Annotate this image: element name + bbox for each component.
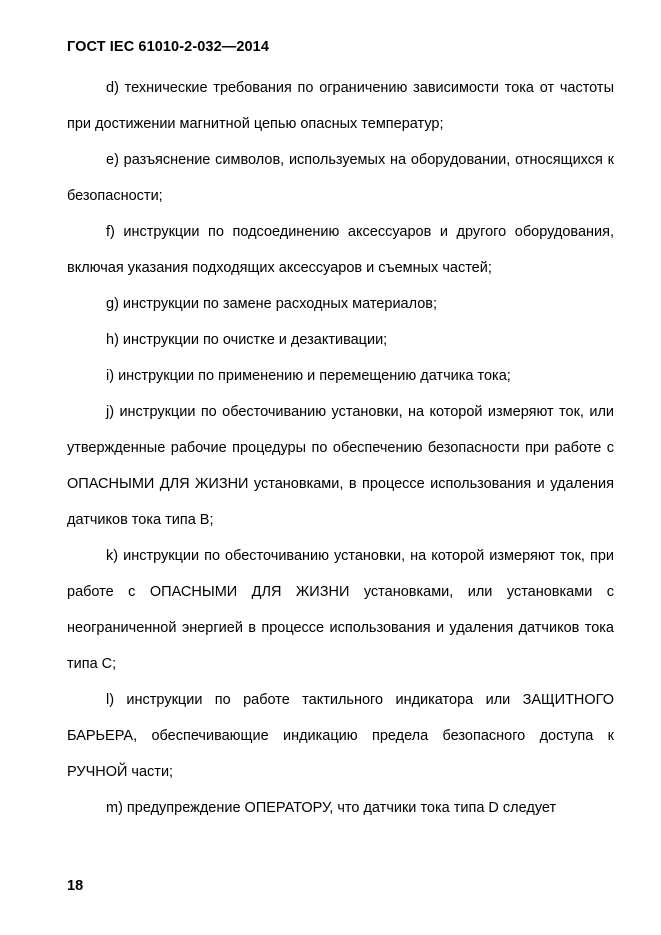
list-item-j: j) инструкции по обесточиванию установки, на которой измеряют ток, или утвержденные рабочие процедуры по обеспечению безопасности при работе с ОПАСНЫМИ ДЛЯ ЖИЗНИ установками, в процессе использования и удаления датчиков тока типа В; [67,404,614,528]
document-header: ГОСТ IEC 61010-2-032—2014 [67,39,269,55]
list-item-g: g) инструкции по замене расходных материалов; [106,296,438,312]
document-body [67,70,614,826]
page-number: 18 [67,878,84,894]
list-item-e: e) разъяснение символов, используемых на оборудовании, относящихся к безопасности; [67,152,614,204]
list-item-k: k) инструкции по обесточиванию установки, на которой измеряют ток, при работе с ОПАСНЫМИ ДЛЯ ЖИЗНИ установками, или установками с неограниченной энергией в процессе использования и удаления датчиков тока типа С; [67,548,614,672]
list-item-h: h) инструкции по очистке и дезактивации; [106,332,388,348]
list-item-f: f) инструкции по подсоединению аксессуаров и другого оборудования, включая указания подходящих аксессуаров и съемных частей; [67,224,614,276]
list-item-i: i) инструкции по применению и перемещению датчика тока; [106,368,511,384]
list-item-m: m) предупреждение ОПЕРАТОРУ, что датчики тока типа D следует [106,800,557,816]
list-item-l: l) инструкции по работе тактильного индикатора или ЗАЩИТНОГО БАРЬЕРА, обеспечивающие индикацию предела безопасного доступа к РУЧНОЙ части; [67,692,614,780]
list-item-d: d) технические требования по ограничению зависимости тока от частоты при достижении магнитной цепью опасных температур; [67,80,614,132]
